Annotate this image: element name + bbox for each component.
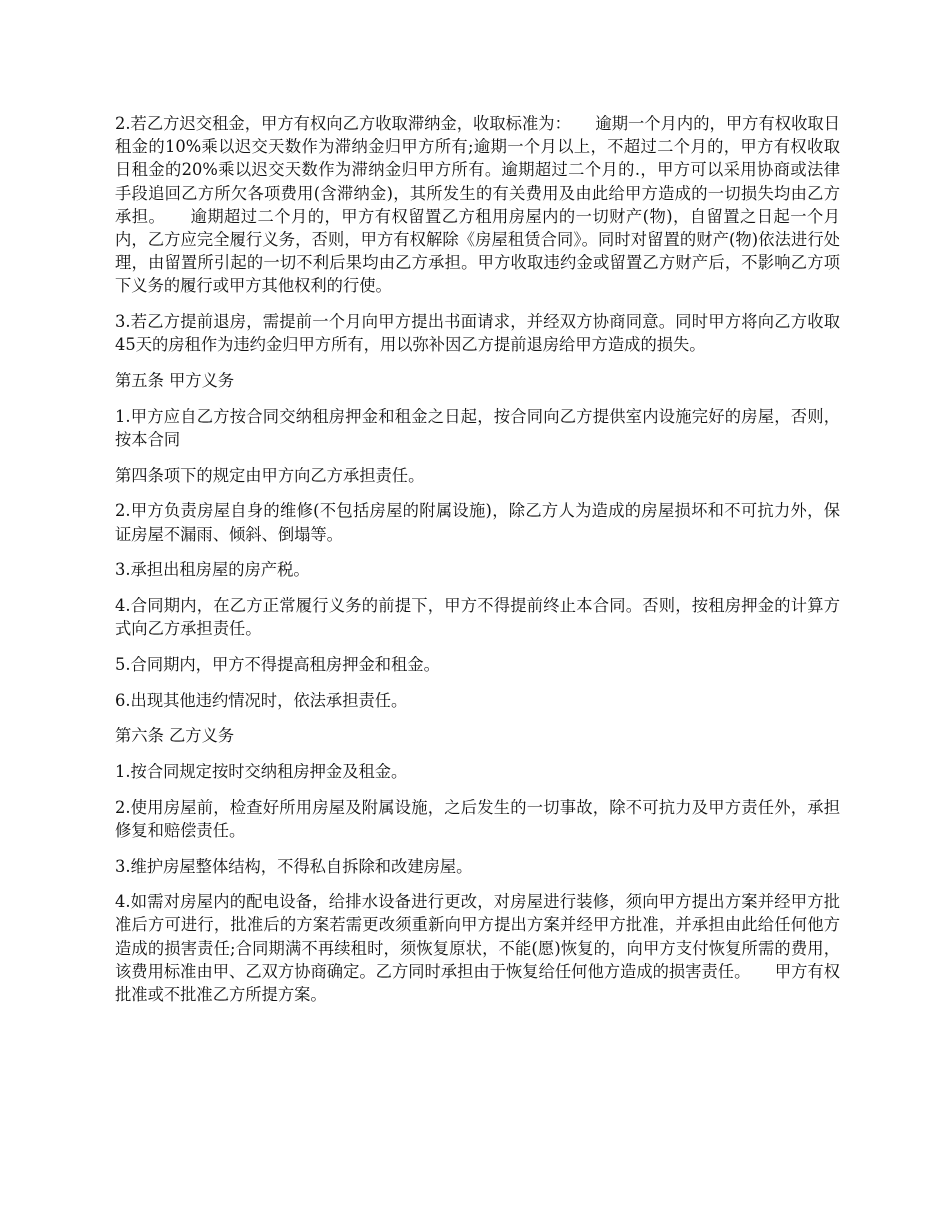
clause-6-item-1: 1.按合同规定按时交纳租房押金及租金。 <box>115 761 408 781</box>
clause-5-item-2: 2.甲方负责房屋自身的维修(不包括房屋的附属设施)，除乙方人为造成的房屋损坏和不可抗力外，保证房屋不漏雨、倾斜、倒塌等。 <box>115 501 840 544</box>
clause-6-item-3: 3.维护房屋整体结构，不得私自拆除和改建房屋。 <box>115 856 473 876</box>
clause-5-item-6: 6.出现其他违约情况时，依法承担责任。 <box>115 690 408 710</box>
document-page <box>115 112 840 1019</box>
clause-4-item-3-early-termination: 3.若乙方提前退房，需提前一个月向甲方提出书面请求，并经双方协商同意。同时甲方将向乙方收取45天的房租作为违约金归甲方所有，用以弥补因乙方提前退房给甲方造成的损失。 <box>115 312 840 355</box>
clause-5-item-1-continued: 第四条项下的规定由甲方向乙方承担责任。 <box>115 465 425 485</box>
section-heading-article-5: 第五条 甲方义务 <box>115 371 235 391</box>
clause-5-item-3: 3.承担出租房屋的房产税。 <box>115 560 310 580</box>
clause-6-item-4: 4.如需对房屋内的配电设备，给排水设备进行更改，对房屋进行装修，须向甲方提出方案并经甲方批准后方可进行，批准后的方案若需更改须重新向甲方提出方案并经甲方批准，并承担由此给任何他方造成的损害责任;合同期满不再续租时，须恢复原状，不能(愿)恢复的，向甲方支付恢复所需的费用，该费用标准由甲、乙双方协商确定。乙方同时承担由于恢复给任何他方造成的损害责任。 甲方有权批准或不批准乙方所提方案。 <box>115 892 840 1005</box>
clause-5-item-4: 4.合同期内，在乙方正常履行义务的前提下，甲方不得提前终止本合同。否则，按租房押金的计算方式向乙方承担责任。 <box>115 595 840 639</box>
clause-6-item-2: 2.使用房屋前，检查好所用房屋及附属设施，之后发生的一切事故，除不可抗力及甲方责任外，承担修复和赔偿责任。 <box>115 797 840 840</box>
clause-4-item-2-late-rent: 2.若乙方迟交租金，甲方有权向乙方收取滞纳金，收取标准为： 逾期一个月内的，甲方有权收取日租金的10%乘以迟交天数作为滞纳金归甲方所有;逾期一个月以上，不超过二个月的，甲方有权收取日租金的20%乘以迟交天数作为滞纳金归甲方所有。逾期超过二个月的.，甲方可以采用协商或法律手段追回乙方所欠各项费用(含滞纳金)，其所发生的有关费用及由此给甲方造成的一切损失均由乙方承担。 逾期超过二个月的，甲方有权留置乙方租用房屋内的一切财产(物)，自留置之日起一个月内，乙方应完全履行义务，否则，甲方有权解除《房屋租赁合同》。同时对留置的财产(物)依法进行处理，由留置所引起的一切不利后果均由乙方承担。甲方收取违约金或留置乙方财产后，不影响乙方项下义务的履行或甲方其他权利的行使。 <box>115 114 840 296</box>
clause-5-item-1: 1.甲方应自乙方按合同交纳租房押金和租金之日起，按合同向乙方提供室内设施完好的房屋，否则，按本合同 <box>115 406 840 449</box>
section-heading-article-6: 第六条 乙方义务 <box>115 726 235 746</box>
clause-5-item-5: 5.合同期内，甲方不得提高租房押金和租金。 <box>115 654 440 674</box>
